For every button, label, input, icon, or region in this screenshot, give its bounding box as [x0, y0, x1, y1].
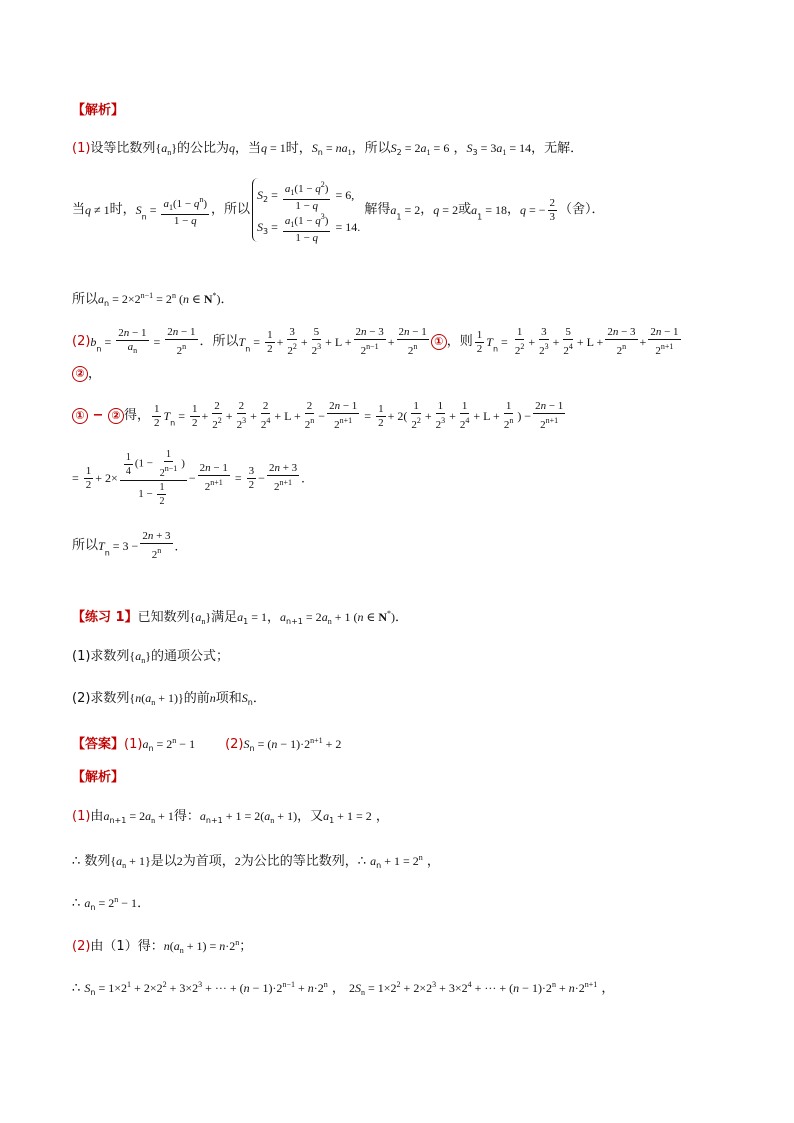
solution-part2-line2: ② ，	[72, 366, 101, 383]
equation-marker-2: ②	[72, 366, 88, 382]
equation-marker-1: ①	[431, 334, 447, 350]
part-tag: (1)	[72, 141, 91, 156]
solution-part2-line1: $(2)b_n$ = $\frac{2n - 1}{a_n}$ = $\frac{2n - 1}{2^n}$ ．所以$T_n$ = $\frac{1}{2}$ + $\frac{3}{2^2}$ + $\frac{5}{2^3}$ + L + $\frac{2n - 3}{2^{n-1}}$ + $\frac{2n - 1}{2^n}$ ① ，则 $\frac{1}{2}$ $T_n$ = $\frac{1}{2^2}$ + $\frac{3}{2^3}$ + $\frac{5}{2^4}$ + L + $\frac{2n - 3}{2^n}$ + $\frac{2n - 1}{2^{n+1}}$	[72, 326, 679, 357]
solution-part1-line2: 当q ≠ 1时，$S_n$ = $\frac{a_1(1 - q^n)}{1 - q}$ ，所以 $S_2$ = $\frac{a_1(1 - q^2)}{1 - q}$ = 6, $S_3$ = $\frac{a_1(1 - q^3)}{1 - q}$ = 14. 解得$a_1 = 2$，q = 2或$a_1 = 18$，q = − $\frac{2}{3}$ （舍）．	[72, 180, 605, 244]
exercise-solution-line4: (2)由（1）得：$n(a_n + 1) = n\cdot 2^n$；	[72, 938, 253, 955]
exercise-1-answer: 【答案】$(1)a_n = 2^n - 1$ $(2)S_n = (n - 1)\cdot 2^{n+1} + 2$	[72, 736, 342, 753]
exercise-label: 【练习 1】	[72, 610, 138, 625]
section-heading-analysis-2: 【解析】	[72, 770, 125, 785]
exercise-1-statement: 【练习 1】已知数列$\{a_n\}$满足$a_1 = 1$，$a_{n+1} = 2a_n + 1$ (n ∈ N*)．	[72, 609, 409, 626]
exercise-solution-line3: ∴ $a_n = 2^n - 1$．	[72, 895, 151, 912]
exercise-solution-line5: ∴ $S_n = 1\times 2^1 + 2\times 2^2 + 3\times 2^3$ + ··· + $(n - 1)\cdot 2^{n-1} + n\cdot 2^n$ ， $2S_n = 1\times 2^2 + 2\times 2^3 + 3\times 2^4$ + ··· + $(n - 1)\cdot 2^n + n\cdot 2^{n+1}$ ，	[72, 980, 615, 997]
solution-part1-line1: (1)设等比数列$\{a_n\}$的公比为q，当q = 1时，$S_n = na_1$，所以$S_2 = 2a_1 = 6$ ，$S_3 = 3a_1 = 14$，无解．	[72, 141, 584, 157]
solution-part2-line3: ① − ② 得， $\frac{1}{2}$ $T_n$ = $\frac{1}{2}$ + $\frac{2}{2^2}$ + $\frac{2}{2^3}$ + $\frac{2}{2^4}$ + L + $\frac{2}{2^n}$ − $\frac{2n - 1}{2^{n+1}}$ = $\frac{1}{2}$ + 2( $\frac{1}{2^2}$ + $\frac{1}{2^3}$ + $\frac{1}{2^4}$ + L + $\frac{1}{2^n}$ ) − $\frac{2n - 1}{2^{n+1}}$	[72, 400, 567, 432]
solution-part2-line5: 所以$T_n = 3$ − $\frac{2n + 3}{2^n}$ ．	[72, 530, 187, 561]
exercise-solution-line2: ∴ 数列$\{a_n + 1\}$是以2为首项，2为公比的等比数列，∴ $a_n + 1 = 2^n$ ，	[72, 853, 440, 870]
solution-part1-line3: 所以$a_n = 2\times 2^{n-1} = 2^n$ (n ∈ N*)．	[72, 291, 234, 308]
exercise-solution-line1: (1)由$a_{n+1} = 2a_n + 1$得：$a_{n+1} + 1 = 2(a_n + 1)$，又$a_1 + 1 = 2$ ，	[72, 809, 389, 825]
answer-label: 【答案】	[72, 737, 125, 752]
section-heading-analysis: 【解析】	[72, 103, 125, 118]
exercise-1-question-2: (2)求数列$\{n(a_n + 1)\}$的前n项和$S_n$．	[72, 691, 266, 707]
exercise-1-question-1: (1)求数列$\{a_n\}$的通项公式；	[72, 649, 229, 665]
solution-part2-line4: = $\frac{1}{2}$ + 2× $\frac{1}{4}$ (1 − $\frac{1}{2^{n-1}}$ ) 1 − $\frac{1}{2}$ − $\frac{2n - 1}{2^{n+1}}$ = $\frac{3}{2}$ − $\frac{2n + 3}{2^{n+1}}$ ．	[72, 449, 314, 507]
